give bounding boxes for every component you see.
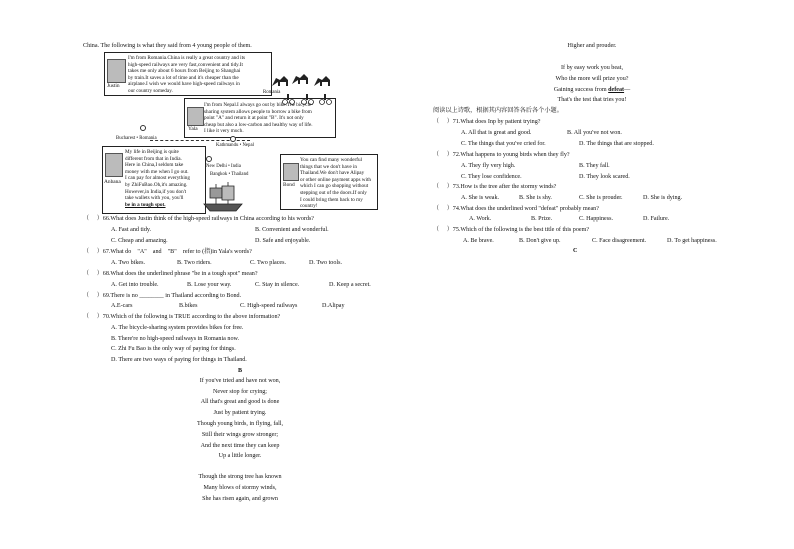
section-c-heading: C <box>573 248 578 254</box>
option[interactable]: B. Convenient and wonderful. <box>255 227 329 233</box>
option[interactable]: A. They fly very high. <box>461 163 516 169</box>
justin-avatar <box>107 59 126 83</box>
poem-line: Up a little longer. <box>218 453 262 459</box>
option[interactable]: D.Alipay <box>322 303 345 309</box>
option[interactable]: C. High-speed railways <box>240 303 298 309</box>
defeat-underline: defeat <box>608 87 625 93</box>
option[interactable]: A. All that is great and good. <box>461 130 532 136</box>
option[interactable]: B. Lose your way. <box>187 282 232 288</box>
camel-caravan-icon <box>270 68 340 90</box>
bond-speech-box <box>280 154 378 210</box>
option[interactable]: D. Keep a secret. <box>329 282 371 288</box>
poem-line: If by easy work you beat, <box>561 65 623 71</box>
question-71: （ ）71.What does Inp by patient trying? <box>433 119 541 125</box>
section-b-heading: B <box>238 368 243 374</box>
sailing-ship-icon <box>200 180 246 214</box>
option[interactable]: A. The bicycle-sharing system provides bikes for free. <box>111 325 244 331</box>
kathmandu-label: Kathmandu • Nepal <box>216 143 254 148</box>
option[interactable]: A.E-cars <box>111 303 133 309</box>
option[interactable]: D. Safe and enjoyable. <box>255 238 311 244</box>
question-69: （ ）69.There is no ________ in Thailand according to Bond. <box>83 293 242 299</box>
option[interactable]: C. They lose confidence. <box>461 174 522 180</box>
option[interactable]: C. She is prouder. <box>579 195 623 201</box>
poem-line: If you've tried and have not won, <box>199 378 281 384</box>
option[interactable]: B. Prize. <box>531 216 553 222</box>
intro-text: China. The following is what they said from 4 young people of them. <box>83 43 252 49</box>
yala-text: I'm from Nepal.I always go out by bike.The bicycle- sharing system allows people to borrow a bike from point "A" and return it at point "B". It's not only cheap but also a low-carbon and healthy way of life. I like it very much. <box>204 102 313 135</box>
justin-text: I'm from Romania.China is really a great country and its high-speed railways are very fast,convenient and tidy.It takes me only about 6 hours from Beijing to Shanghai by train.It saves a lot of time and it's cheaper than the airplane.I wish we would have high-speed railways in our country someday. <box>128 55 246 94</box>
poem-line: Though the strong tree has known <box>198 474 282 480</box>
cn-instruction: 阅读以上诗歌，根据其内容回答各后各个小题。 <box>433 107 563 114</box>
yala-name: Yala <box>188 126 198 132</box>
option[interactable]: C. Stay in silence. <box>255 282 300 288</box>
bangkok-label: Bangkok • Thailand <box>210 172 249 177</box>
option[interactable]: A. Fast and tidy. <box>111 227 152 233</box>
option[interactable]: D. To get happiness. <box>667 238 717 244</box>
poem-line-defeat: Gaining success from defeat— <box>553 87 631 93</box>
question-66: （ ）66.What does Justin think of the high-speed railways in China according to his words? <box>83 216 315 222</box>
cyclists-icon <box>280 93 332 105</box>
option[interactable]: A. Two bikes. <box>111 260 145 266</box>
romania-label: Romania <box>263 90 281 95</box>
justin-name: Justin <box>107 83 120 89</box>
option[interactable]: B. There're no high-speed railways in Romania now. <box>111 336 240 342</box>
bond-name: Bond <box>283 182 295 188</box>
pin-icon <box>230 136 236 142</box>
question-70: （ ）70.Which of the following is TRUE according to the above information? <box>83 314 281 320</box>
option[interactable]: B. They fall. <box>579 163 610 169</box>
poem-line: Higher and prouder. <box>567 43 617 49</box>
option[interactable]: D. There are two ways of paying for things in Thailand. <box>111 357 247 363</box>
question-67: （ ）67.What do "A" and "B" refer to (指)in Yala's words? <box>83 249 252 255</box>
poem-line: That's the test that tries you! <box>557 97 627 103</box>
option[interactable]: B. All you've not won. <box>567 130 622 136</box>
poem-line: Who the more will prize you? <box>555 76 629 82</box>
option[interactable]: A. Get into trouble. <box>111 282 159 288</box>
poem-line: Never stop for crying; <box>213 389 267 395</box>
option[interactable]: A. She is weak. <box>461 195 500 201</box>
option[interactable]: A. Be brave. <box>463 238 494 244</box>
option[interactable]: C. Zhi Fu Bao is the only way of paying for things. <box>111 346 236 352</box>
poem-line: Many blows of stormy winds, <box>203 485 277 491</box>
option[interactable]: A. Work. <box>469 216 492 222</box>
anbana-avatar <box>105 153 123 177</box>
poem-line: She has risen again, and grown <box>202 496 278 502</box>
option[interactable]: D. Two tools. <box>309 260 342 266</box>
bond-text: You can find many wonderful things that we don't have in Thailand.We don't have Alipay or other online payment apps with which I can go shopping without stepping out of the doors.If only I could bring them back to my country! <box>300 157 372 210</box>
newdelhi-label: New Delhi • India <box>206 164 241 169</box>
option[interactable]: D. The things that are stopped. <box>579 141 654 147</box>
option[interactable]: B. Two riders. <box>177 260 212 266</box>
poem-line: And the next time they can keep <box>200 443 280 449</box>
anbana-name: Anbana <box>104 179 121 185</box>
anbana-speech-box <box>102 146 206 214</box>
poem-line: All that's great and good is done <box>200 399 280 405</box>
option[interactable]: C. Happiness. <box>579 216 614 222</box>
bond-avatar <box>283 163 299 181</box>
question-75: （ ）75.Which of the following is the best title of this poem? <box>433 227 590 233</box>
pin-icon <box>206 156 212 162</box>
tough-spot-underline: be in a tough spot. <box>125 201 166 208</box>
question-68: （ ）68.What does the underlined phrase "be in a tough spot" mean? <box>83 271 258 277</box>
justin-speech-box <box>104 52 272 96</box>
option[interactable]: D. Failure. <box>643 216 670 222</box>
bucharest-label: Bucharest • Romania <box>116 136 157 141</box>
option[interactable]: B. Don't give up. <box>519 238 561 244</box>
pin-icon <box>140 125 146 131</box>
option[interactable]: B. She is shy. <box>519 195 552 201</box>
poem-line: Still their wings grow stronger; <box>201 432 279 438</box>
question-73: （ ）73.How is the tree after the stormy winds? <box>433 184 557 190</box>
option[interactable]: C. Face disagreement. <box>592 238 647 244</box>
option[interactable]: B.bikes <box>179 303 198 309</box>
anbana-text: My life in Beijing is quite different from that in India. Here in China,I seldom take money with me when I go out. I can pay for almost everything by ZhiFuBao.Oh,it's amazing. However,in India,if you don't take wallets with you, you'll be in a tough spot. <box>125 149 190 208</box>
option[interactable]: D. She is dying. <box>643 195 683 201</box>
yala-avatar <box>187 107 204 126</box>
option[interactable]: C. Cheap and amazing. <box>111 238 168 244</box>
question-74: （ ）74.What does the underlined word "defeat" probably mean? <box>433 206 599 212</box>
option[interactable]: C. The things that you've cried for. <box>461 141 546 147</box>
question-72: （ ）72.What happens to young birds when they fly? <box>433 152 570 158</box>
option[interactable]: D. They look scared. <box>579 174 630 180</box>
poem-line: Though young birds, in flying, fall, <box>197 421 283 427</box>
option[interactable]: C. Two places. <box>250 260 287 266</box>
poem-line: Just by patient trying. <box>213 410 267 416</box>
